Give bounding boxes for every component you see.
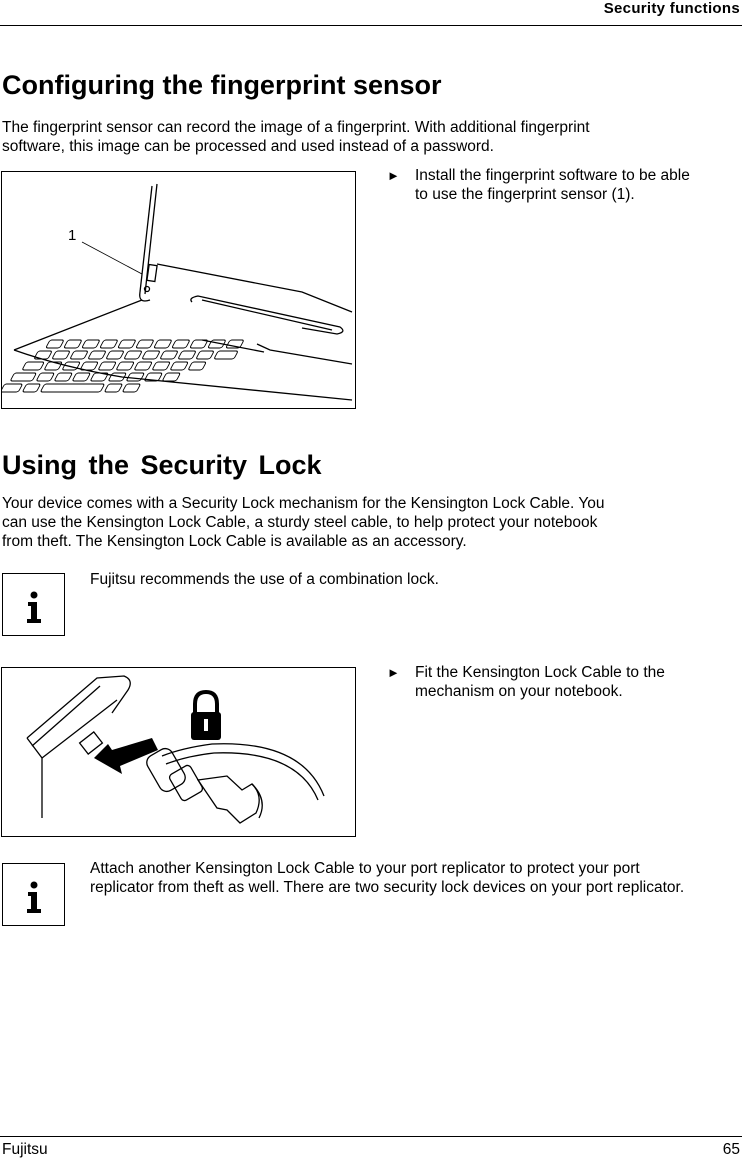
- security-lock-intro-line-1: Your device comes with a Security Lock mechanism for the Kensington Lock Cable. You: [2, 495, 605, 512]
- security-lock-intro-line-2: can use the Kensington Lock Cable, a sturdy steel cable, to help protect your notebook: [2, 514, 598, 531]
- page-number: 65: [722, 1141, 740, 1158]
- section-title: Security functions: [603, 0, 740, 17]
- sensor-callout-number: 1: [68, 227, 77, 244]
- lock-cable-illustration: [2, 668, 355, 836]
- footer-divider: [0, 1136, 742, 1137]
- step-arrow-icon: ►: [387, 665, 400, 680]
- notebook-illustration: [2, 172, 355, 408]
- fingerprint-intro-line-1: The fingerprint sensor can record the image of a fingerprint. With additional fingerprint: [2, 119, 590, 136]
- fingerprint-intro: [2, 118, 590, 156]
- header-divider: [0, 25, 742, 26]
- padlock-icon: [191, 692, 221, 740]
- info-icon: [2, 863, 65, 926]
- kensington-lock-figure: [1, 667, 356, 837]
- note-port-replicator: [90, 859, 684, 897]
- fingerprint-sensor-figure: [1, 171, 356, 409]
- note-port-replicator-line-1: Attach another Kensington Lock Cable to your port replicator to protect your port: [90, 860, 640, 877]
- step-arrow-icon: ►: [387, 168, 400, 183]
- heading-security-lock: Using the Security Lock: [2, 450, 322, 480]
- step-line-2: to use the fingerprint sensor (1).: [415, 186, 635, 203]
- fingerprint-intro-line-2: software, this image can be processed and used instead of a password.: [2, 138, 494, 155]
- security-lock-intro-line-3: from theft. The Kensington Lock Cable is available as an accessory.: [2, 533, 467, 550]
- note-combination-lock: Fujitsu recommends the use of a combination lock.: [90, 571, 439, 588]
- heading-fingerprint-sensor: Configuring the fingerprint sensor: [2, 70, 442, 100]
- footer-brand: Fujitsu: [2, 1141, 48, 1158]
- step-line-1: Fit the Kensington Lock Cable to the: [415, 664, 665, 681]
- step-line-2: mechanism on your notebook.: [415, 683, 623, 700]
- security-lock-intro: [2, 494, 605, 551]
- note-port-replicator-line-2: replicator from theft as well. There are two security lock devices on your port replicator.: [90, 879, 685, 896]
- info-icon: [2, 573, 65, 636]
- step-line-1: Install the fingerprint software to be able: [415, 167, 690, 184]
